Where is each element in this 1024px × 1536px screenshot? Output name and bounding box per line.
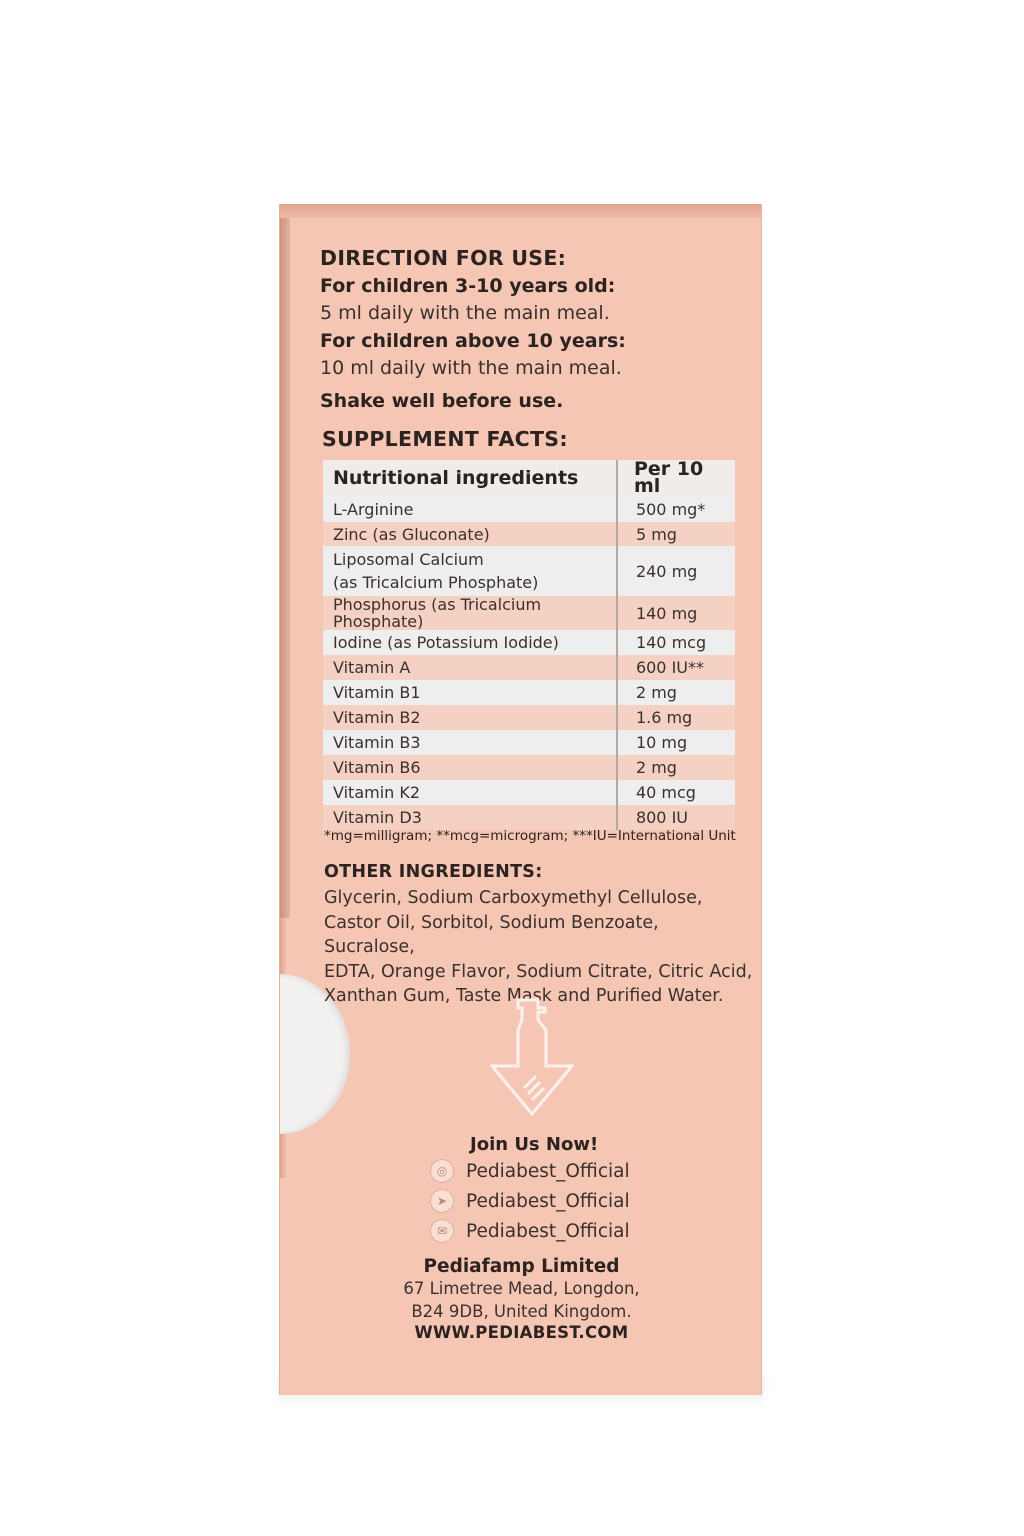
ingredient-name-line2: (as Tricalcium Phosphate): [333, 573, 539, 592]
direction-section: [320, 244, 740, 452]
other-ingredients-line: Castor Oil, Sorbitol, Sodium Benzoate, Sucralose,: [324, 912, 659, 957]
direction-heading: DIRECTION FOR USE:: [320, 246, 567, 270]
table-row: [323, 546, 735, 596]
company-info: [380, 1256, 663, 1342]
other-ingredients-section: [324, 858, 754, 1009]
table-row: [323, 780, 735, 805]
units-footnote: *mg=milligram; **mcg=microgram; ***IU=International Unit: [324, 828, 736, 844]
table-row: [323, 805, 735, 830]
direction-group2-text: 10 ml daily with the main meal.: [320, 357, 622, 379]
ingredient-name: Phosphorus (as Tricalcium Phosphate): [333, 595, 542, 631]
ingredient-name: Vitamin A: [333, 658, 411, 677]
social-section: [430, 1134, 710, 1245]
ingredient-value: 2 mg: [617, 680, 735, 705]
company-address-line2: B24 9DB, United Kingdom.: [411, 1302, 632, 1321]
column-header-amount: Per 10 ml: [617, 460, 735, 496]
box-side-flap: [280, 218, 290, 918]
social-handle: Pediabest_Official: [466, 1220, 630, 1242]
table-row: [323, 755, 735, 780]
ingredient-name: Zinc (as Gluconate): [333, 524, 490, 544]
ingredient-name: [323, 546, 617, 596]
ingredient-value: 500 mg*: [617, 496, 735, 522]
other-ingredients-line: EDTA, Orange Flavor, Sodium Citrate, Citric Acid,: [324, 961, 753, 982]
table-row: [323, 496, 735, 522]
other-ingredients-heading: OTHER INGREDIENTS:: [324, 862, 543, 882]
table-row: [323, 596, 735, 630]
ingredient-name: Iodine (as Potassium Iodide): [333, 633, 559, 652]
table-row: [323, 705, 735, 730]
telegram-icon: ➤: [430, 1189, 454, 1213]
social-handle: Pediabest_Official: [466, 1190, 630, 1212]
social-handle: Pediabest_Official: [466, 1160, 630, 1182]
social-item-instagram[interactable]: [430, 1157, 710, 1185]
company-website: WWW.PEDIABEST.COM: [414, 1323, 629, 1342]
ingredient-name: Vitamin D3: [333, 808, 422, 827]
ingredient-value: 10 mg: [617, 730, 735, 755]
ingredient-name: Vitamin B3: [333, 733, 421, 752]
ingredient-name: Vitamin B6: [333, 758, 421, 777]
instagram-icon: ◎: [430, 1159, 454, 1183]
other-ingredients-line: Glycerin, Sodium Carboxymethyl Cellulose,: [324, 888, 703, 908]
social-item-chat[interactable]: [430, 1217, 710, 1245]
table-row: [323, 730, 735, 755]
shake-instruction: Shake well before use.: [320, 390, 564, 412]
ingredient-value: 1.6 mg: [617, 705, 735, 730]
ingredient-name: Vitamin K2: [333, 783, 421, 802]
supplement-facts-table: [323, 460, 735, 830]
column-header-ingredients: Nutritional ingredients: [333, 466, 579, 489]
ingredient-name: Vitamin B1: [333, 683, 421, 702]
direction-group1-title: For children 3-10 years old:: [320, 275, 616, 297]
ingredient-value: 2 mg: [617, 755, 735, 780]
product-box-side: [279, 204, 762, 1395]
table-row: [323, 680, 735, 705]
social-title: Join Us Now!: [470, 1134, 599, 1155]
ingredient-value: 240 mg: [617, 546, 735, 596]
table-row: [323, 655, 735, 680]
ingredient-name-line1: Liposomal Calcium: [333, 550, 484, 569]
table-row: [323, 630, 735, 655]
ingredient-value: 140 mg: [617, 596, 735, 630]
ingredient-value: 600 IU**: [617, 655, 735, 680]
ingredient-value: 140 mcg: [617, 630, 735, 655]
chat-icon: ✉: [430, 1219, 454, 1243]
other-ingredients-line: Xanthan Gum, Taste Mask and Purified Water.: [324, 986, 724, 1006]
table-header-row: [323, 460, 735, 496]
ingredient-value: 40 mcg: [617, 780, 735, 805]
table-row: [323, 522, 735, 546]
ingredient-name: Vitamin B2: [333, 708, 421, 727]
company-name: Pediafamp Limited: [423, 1256, 620, 1277]
company-address-line1: 67 Limetree Mead, Longdon,: [403, 1279, 640, 1298]
social-item-telegram[interactable]: [430, 1187, 710, 1215]
box-top-flap: [280, 204, 761, 218]
ingredient-value: 5 mg: [617, 522, 735, 546]
direction-group2-title: For children above 10 years:: [320, 330, 626, 352]
ingredient-value: 800 IU: [617, 805, 735, 830]
supplement-heading: SUPPLEMENT FACTS:: [322, 427, 568, 451]
direction-group1-text: 5 ml daily with the main meal.: [320, 302, 610, 324]
ingredient-name: L-Arginine: [333, 499, 414, 519]
shake-bottle-arrow-icon: [490, 996, 574, 1116]
